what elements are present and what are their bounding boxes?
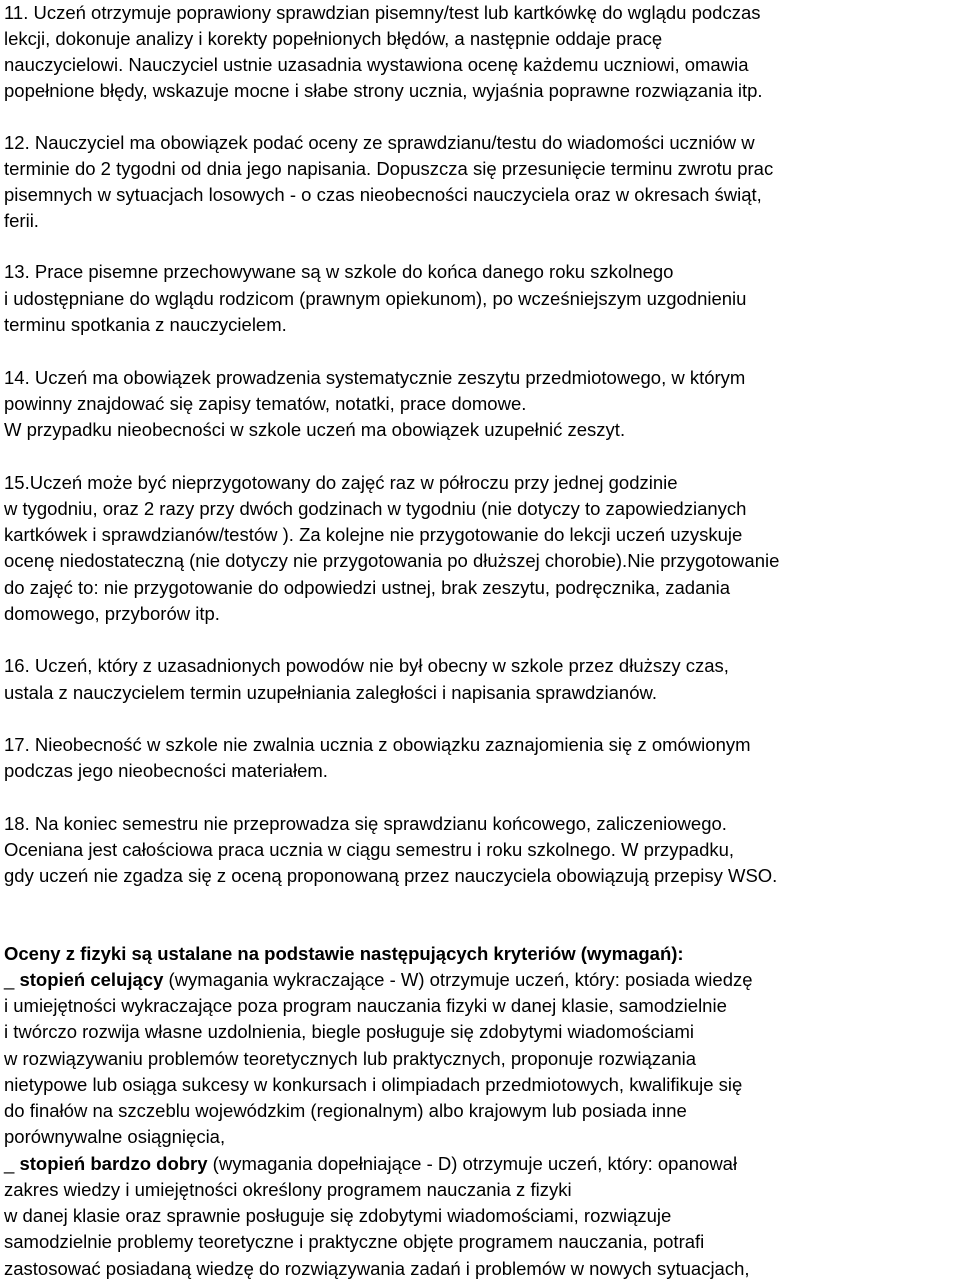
- text-line: domowego, przyborów itp.: [4, 603, 220, 624]
- text-line: w danej klasie oraz sprawnie posługuje się zdobytymi wiadomościami, rozwiązuje: [4, 1205, 672, 1226]
- text-line: i udostępniane do wglądu rodzicom (prawnym opiekunom), po wcześniejszym uzgodnieniu: [4, 288, 747, 309]
- text-line: popełnione błędy, wskazuje mocne i słabe strony ucznia, wyjaśnia poprawne rozwiązania itp.: [4, 80, 763, 101]
- text-line: nietypowe lub osiąga sukcesy w konkursach i olimpiadach przedmiotowych, kwalifikuje się: [4, 1074, 743, 1095]
- text-line: 13. Prace pisemne przechowywane są w szkole do końca danego roku szkolnego: [4, 261, 674, 282]
- text-line: powinny znajdować się zapisy tematów, notatki, prace domowe.: [4, 393, 527, 414]
- grade-description: (wymagania dopełniające - D) otrzymuje uczeń, który: opanował: [207, 1153, 738, 1174]
- text-line: ocenę niedostateczną (nie dotyczy nie przygotowania po dłuższej chorobie).Nie przygotowanie: [4, 550, 780, 571]
- text-line: i umiejętności wykraczające poza program nauczania fizyki w danej klasie, samodzielnie: [4, 995, 727, 1016]
- text-line: Oceniana jest całościowa praca ucznia w ciągu semestru i roku szkolnego. W przypadku,: [4, 839, 735, 860]
- text-line: lekcji, dokonuje analizy i korekty popełnionych błędów, a następnie oddaje pracę: [4, 28, 663, 49]
- text-line: W przypadku nieobecności w szkole uczeń ma obowiązek uzupełnić zeszyt.: [4, 419, 626, 440]
- text-line: kartkówek i sprawdzianów/testów ). Za kolejne nie przygotowanie do lekcji uczeń uzyskuje: [4, 524, 743, 545]
- text-line: 12. Nauczyciel ma obowiązek podać oceny ze sprawdzianu/testu do wiadomości uczniów w: [4, 132, 755, 153]
- text-line: samodzielnie problemy teoretyczne i praktyczne objęte programem nauczania, potrafi: [4, 1231, 705, 1252]
- text-line: gdy uczeń nie zgadza się z oceną proponowaną przez nauczyciela obowiązują przepisy WSO.: [4, 865, 778, 886]
- text-line: terminu spotkania z nauczycielem.: [4, 314, 287, 335]
- text-line: w tygodniu, oraz 2 razy przy dwóch godzinach w tygodniu (nie dotyczy to zapowiedzianych: [4, 498, 747, 519]
- text-line: porównywalne osiągnięcia,: [4, 1126, 226, 1147]
- text-line: do zajęć to: nie przygotowanie do odpowiedzi ustnej, brak zeszytu, podręcznika, zadania: [4, 577, 731, 598]
- grade-first-line: [4, 967, 753, 993]
- text-line: 17. Nieobecność w szkole nie zwalnia ucznia z obowiązku zaznajomienia się z omówionym: [4, 734, 751, 755]
- grade-name: stopień bardzo dobry: [19, 1153, 208, 1174]
- text-line: do finałów na szczeblu wojewódzkim (regionalnym) albo krajowym lub posiada inne: [4, 1100, 687, 1121]
- grade-prefix: _: [4, 1153, 20, 1174]
- grade-first-line: [4, 1151, 737, 1177]
- text-line: 18. Na koniec semestru nie przeprowadza się sprawdzianu końcowego, zaliczeniowego.: [4, 813, 727, 834]
- grade-name: stopień celujący: [19, 969, 164, 990]
- text-line: podczas jego nieobecności materiałem.: [4, 760, 328, 781]
- text-line: i twórczo rozwija własne uzdolnienia, biegle posługuje się zdobytymi wiadomościami: [4, 1021, 694, 1042]
- text-line: 16. Uczeń, który z uzasadnionych powodów nie był obecny w szkole przez dłuższy czas,: [4, 655, 729, 676]
- text-line: zakres wiedzy i umiejętności określony programem nauczania z fizyki: [4, 1179, 572, 1200]
- criteria-heading: Oceny z fizyki są ustalane na podstawie następujących kryteriów (wymagań):: [4, 943, 684, 964]
- grade-description: (wymagania wykraczające - W) otrzymuje uczeń, który: posiada wiedzę: [163, 969, 753, 990]
- grade-prefix: _: [4, 969, 20, 990]
- text-line: 11. Uczeń otrzymuje poprawiony sprawdzian pisemny/test lub kartkówkę do wglądu podczas: [4, 2, 761, 23]
- text-line: 14. Uczeń ma obowiązek prowadzenia systematycznie zeszytu przedmiotowego, w którym: [4, 367, 746, 388]
- text-line: terminie do 2 tygodni od dnia jego napisania. Dopuszcza się przesunięcie terminu zwrotu prac: [4, 158, 774, 179]
- text-line: 15.Uczeń może być nieprzygotowany do zajęć raz w półroczu przy jednej godzinie: [4, 472, 678, 493]
- text-line: zastosować posiadaną wiedzę do rozwiązywania zadań i problemów w nowych sytuacjach,: [4, 1258, 750, 1279]
- text-line: nauczycielowi. Nauczyciel ustnie uzasadnia wystawiona ocenę każdemu uczniowi, omawia: [4, 54, 749, 75]
- text-line: w rozwiązywaniu problemów teoretycznych lub praktycznych, proponuje rozwiązania: [4, 1048, 697, 1069]
- text-line: pisemnych w sytuacjach losowych - o czas nieobecności nauczyciela oraz w okresach świąt,: [4, 184, 762, 205]
- text-line: ustala z nauczycielem termin uzupełniania zaległości i napisania sprawdzianów.: [4, 682, 657, 703]
- text-line: ferii.: [4, 210, 39, 231]
